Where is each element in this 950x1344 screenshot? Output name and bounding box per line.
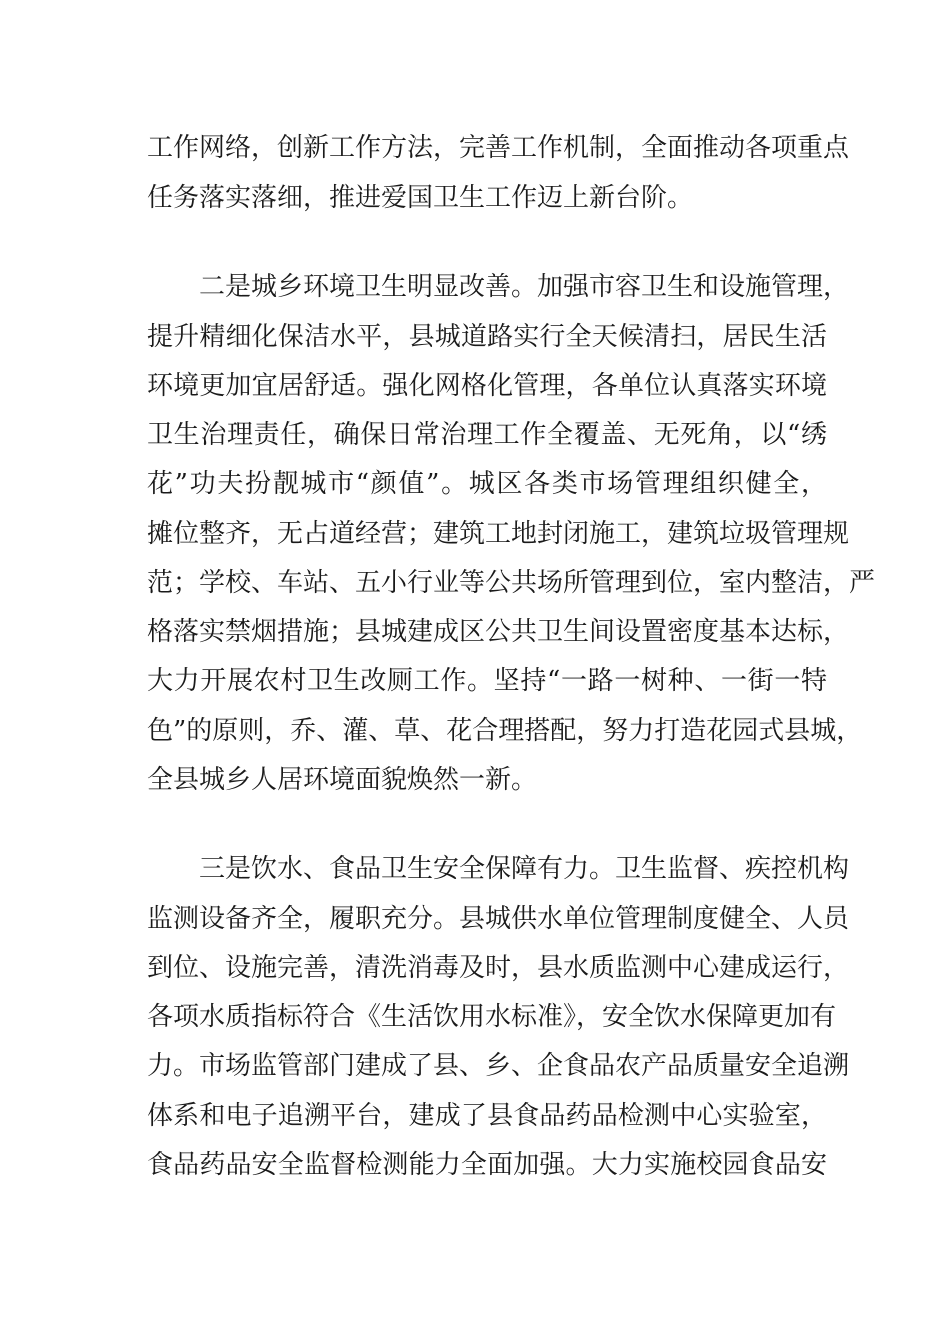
text-line: 提升精细化保洁水平，县城道路实行全天候清扫，居民生活 <box>147 322 827 352</box>
text-line: 摊位整齐，无占道经营；建筑工地封闭施工，建筑垃圾管理规 <box>147 519 850 549</box>
paragraph-first-line: 三是饮水、食品卫生安全保障有力。卫生监督、疾控机构 <box>199 854 850 884</box>
text-line: 到位、设施完善，清洗消毒及时，县水质监测中心建成运行， <box>147 953 850 983</box>
text-line: 大力开展农村卫生改厕工作。坚持“一路一树种、一街一特 <box>147 666 827 696</box>
text-line: 力。市场监管部门建成了县、乡、企食品农产品质量安全追溯 <box>147 1051 850 1081</box>
text-line: 卫生治理责任，确保日常治理工作全覆盖、无死角，以“绣 <box>147 420 827 450</box>
text-line: 全县城乡人居环境面貌焕然一新。 <box>147 765 538 795</box>
text-line: 监测设备齐全，履职充分。县城供水单位管理制度健全、人员 <box>147 904 850 934</box>
text-line: 任务落实落细，推进爱国卫生工作迈上新台阶。 <box>147 183 694 213</box>
text-line: 花”功夫扮靓城市“颜值”。城区各类市场管理组织健全， <box>147 469 827 499</box>
paragraph-first-line: 二是城乡环境卫生明显改善。加强市容卫生和设施管理， <box>199 272 850 302</box>
text-line: 体系和电子追溯平台，建成了县食品药品检测中心实验室， <box>147 1101 827 1131</box>
text-line: 色”的原则，乔、灌、草、花合理搭配，努力打造花园式县城， <box>147 716 863 746</box>
text-line: 格落实禁烟措施；县城建成区公共卫生间设置密度基本达标， <box>147 617 850 647</box>
text-line: 工作网络，创新工作方法，完善工作机制，全面推动各项重点 <box>147 133 850 163</box>
text-line: 各项水质指标符合《生活饮用水标准》，安全饮水保障更加有 <box>147 1002 837 1032</box>
text-line: 食品药品安全监督检测能力全面加强。大力实施校园食品安 <box>147 1150 827 1180</box>
text-line: 范；学校、车站、五小行业等公共场所管理到位，室内整洁，严 <box>147 568 876 598</box>
text-line: 环境更加宜居舒适。强化网格化管理，各单位认真落实环境 <box>147 371 827 401</box>
